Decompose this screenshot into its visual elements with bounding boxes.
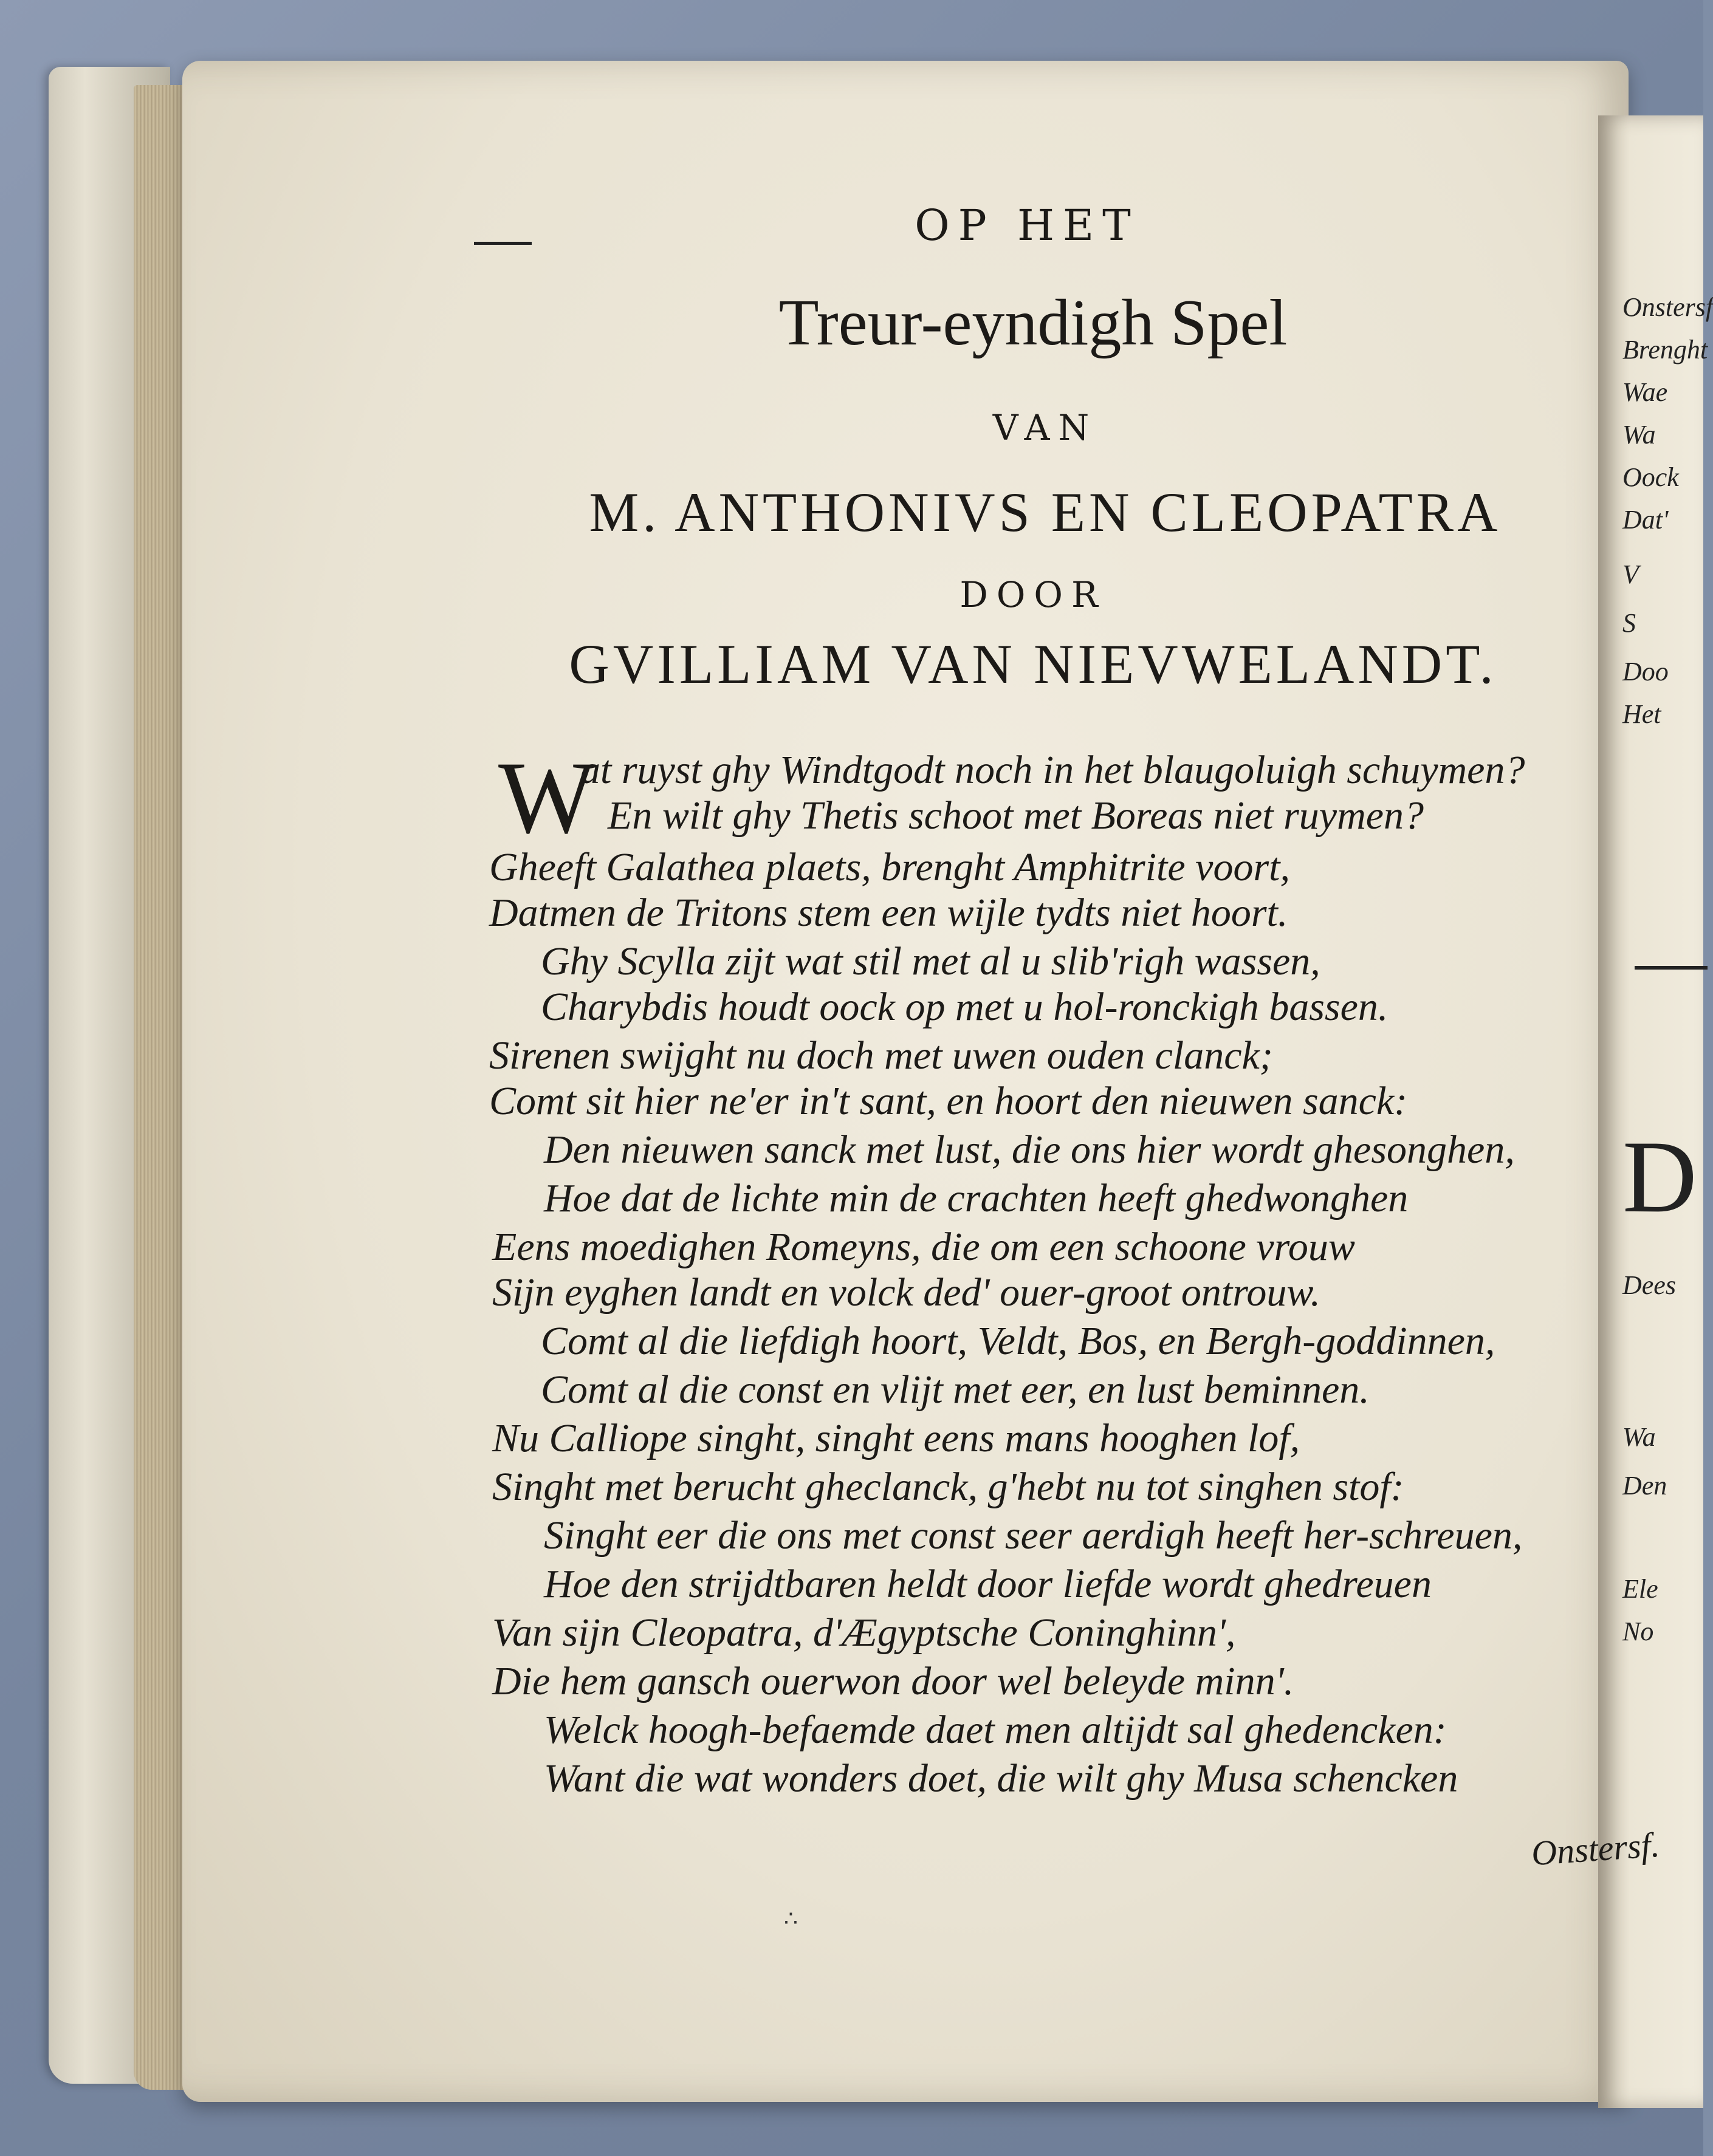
heading-van: VAN bbox=[992, 407, 1098, 448]
poem-line: Datmen de Tritons stem een wijle tydts niet hoort. bbox=[489, 891, 1288, 935]
poem-line: at ruyst ghy Windtgodt noch in het blaugoluigh schuymen? bbox=[580, 748, 1525, 792]
poem-line: Hoe dat de lichte min de crachten heeft ghedwonghen bbox=[544, 1176, 1409, 1220]
right-page-line: Onstersf bbox=[1622, 292, 1713, 322]
right-page-line: Wa bbox=[1622, 1422, 1656, 1452]
poem-line: Comt al die const en vlijt met eer, en lust beminnen. bbox=[541, 1367, 1370, 1412]
poem-line: Comt sit hier ne'er in't sant, en hoort den nieuwen sanck: bbox=[489, 1079, 1408, 1123]
right-page-line: Wa bbox=[1622, 420, 1656, 450]
heading-op-het: OP HET bbox=[915, 200, 1139, 250]
right-page-line: Brenght bbox=[1622, 335, 1708, 364]
catchword: Onstersf. bbox=[1529, 1824, 1661, 1874]
poem-line: Sijn eyghen landt en volck ded' ouer-groot ontrouw. bbox=[492, 1270, 1321, 1315]
heading-subject: M. ANTHONIVS EN CLEOPATRA bbox=[589, 481, 1502, 543]
poem-line: Eens moedighen Romeyns, die om een schoone vrouw bbox=[492, 1225, 1355, 1269]
right-page-line: Het bbox=[1622, 699, 1661, 729]
poem-line: Gheeft Galathea plaets, brenght Amphitrite voort, bbox=[489, 845, 1291, 889]
poem-line: Den nieuwen sanck met lust, die ons hier wordt ghesonghen, bbox=[544, 1128, 1515, 1172]
right-page-line: No bbox=[1622, 1617, 1654, 1646]
heading-door: DOOR bbox=[959, 574, 1107, 615]
right-page-line: Dees bbox=[1622, 1270, 1676, 1300]
poem-line: En wilt ghy Thetis schoot met Boreas niet ruymen? bbox=[608, 793, 1424, 838]
poem-line: Van sijn Cleopatra, d'Ægyptsche Coninghinn', bbox=[492, 1610, 1236, 1655]
poem-line: Singht eer die ons met const seer aerdigh heeft her-schreuen, bbox=[544, 1513, 1523, 1558]
poem-line: Ghy Scylla zijt wat stil met al u slib'righ wassen, bbox=[541, 939, 1320, 984]
right-page-line: Dat' bbox=[1622, 505, 1669, 535]
page-title: Treur-eyndigh Spel bbox=[778, 287, 1288, 359]
right-page-initial: D bbox=[1622, 1120, 1697, 1234]
poem-line: Sirenen swijght nu doch met uwen ouden clanck; bbox=[489, 1033, 1273, 1078]
right-page-line: Oock bbox=[1622, 462, 1679, 492]
right-page-line: Doo bbox=[1622, 657, 1669, 686]
poem-line: Singht met berucht gheclanck, g'hebt nu tot singhen stof: bbox=[492, 1465, 1404, 1509]
right-page-line: S bbox=[1622, 608, 1636, 638]
drop-cap: W bbox=[498, 741, 596, 855]
poem-line: Want die wat wonders doet, die wilt ghy Musa schencken bbox=[544, 1756, 1458, 1801]
poem-line: Comt al die liefdigh hoort, Veldt, Bos, en Bergh-goddinnen, bbox=[541, 1319, 1495, 1363]
right-page-line: Wae bbox=[1622, 377, 1668, 407]
right-page-line: Den bbox=[1622, 1471, 1667, 1501]
poem-line: Hoe den strijdtbaren heldt door liefde wordt ghedreuen bbox=[544, 1562, 1432, 1606]
right-page-line: Ele bbox=[1622, 1574, 1658, 1604]
heading-author: GVILLIAM VAN NIEVWELANDT. bbox=[569, 633, 1497, 695]
poem-line: Nu Calliope singht, singht eens mans hooghen lof, bbox=[492, 1416, 1300, 1460]
poem-line: Die hem gansch ouerwon door wel beleyde minn'. bbox=[492, 1659, 1294, 1703]
poem-line: Welck hoogh-befaemde daet men altijdt sal ghedencken: bbox=[544, 1708, 1447, 1752]
ornament-dots: ∴ bbox=[784, 1906, 798, 1931]
poem-line: Charybdis houdt oock op met u hol-ronckigh bassen. bbox=[541, 985, 1389, 1029]
right-page-line: V bbox=[1622, 560, 1639, 589]
